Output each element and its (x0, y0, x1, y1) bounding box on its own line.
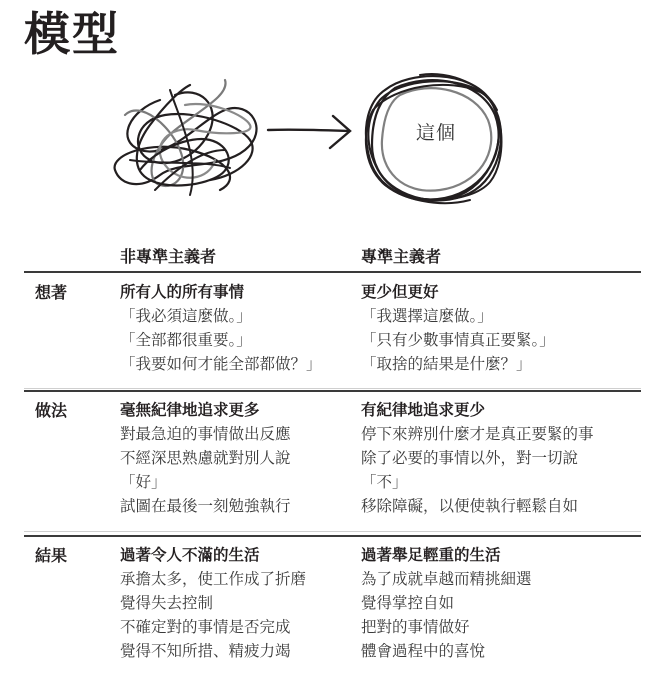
cell-line: 不確定對的事情是否完成 (120, 618, 291, 636)
right-arrow-icon (268, 116, 350, 148)
cell-line: 為了成就卓越而精挑細選 (361, 570, 532, 588)
cell-heading: 更少但更好 (361, 283, 439, 301)
cell-line: 「全部都很重要。」 (120, 331, 252, 349)
cell-line: 覺得掌控自如 (361, 594, 455, 612)
cell-line: 承擔太多，使工作成了折磨 (120, 570, 307, 588)
cell-line: 把對的事情做好 (361, 618, 470, 636)
cell-line: 對最急迫的事情做出反應 (120, 425, 291, 443)
divider (24, 535, 641, 537)
row-label: 做法 (35, 401, 68, 420)
row-label: 結果 (35, 546, 68, 565)
cell-line: 移除障礙，以便使執行輕鬆自如 (361, 497, 579, 515)
non-essentialist-cell (120, 543, 306, 663)
column-header-essentialist: 專準主義者 (361, 247, 442, 266)
cell-line: 「取捨的結果是什麼？」 (361, 355, 532, 373)
cell-heading: 過著舉足輕重的生活 (361, 546, 501, 564)
cell-line: 停下來辨別什麼才是真正要緊的事 (361, 425, 594, 443)
cell-line: 覺得失去控制 (120, 594, 214, 612)
divider (24, 531, 641, 532)
row-label: 想著 (35, 283, 68, 302)
non-essentialist-cell (120, 398, 291, 518)
cell-line: 試圖在最後一刻勉強執行 (120, 497, 291, 515)
cell-line: 「我必須這麼做。」 (120, 307, 252, 325)
cell-line: 「我選擇這麼做。」 (361, 307, 493, 325)
essentialist-cell (361, 280, 555, 376)
circle-label: 這個 (416, 122, 457, 144)
cell-line: 體會過程中的喜悅 (361, 642, 486, 660)
divider (24, 271, 641, 273)
page-title: 模型 (24, 7, 120, 61)
illustration (0, 70, 656, 220)
cell-heading: 毫無紀律地追求更多 (120, 401, 260, 419)
cell-heading: 過著令人不滿的生活 (120, 546, 260, 564)
divider (24, 390, 641, 392)
divider (24, 388, 641, 389)
non-essentialist-cell (120, 280, 322, 376)
cell-line: 「不」 (361, 473, 408, 491)
cell-line: 除了必要的事情以外，對一切說 (361, 449, 579, 467)
cell-heading: 所有人的所有事情 (120, 283, 245, 301)
essentialist-cell (361, 543, 532, 663)
cell-line: 覺得不知所措、精疲力竭 (120, 642, 291, 660)
cell-line: 「我要如何才能全部都做？」 (120, 355, 322, 373)
essentialist-cell (361, 398, 594, 518)
scribble-tangle-icon (115, 80, 257, 195)
cell-heading: 有紀律地追求更少 (361, 401, 486, 419)
column-header-non-essentialist: 非專準主義者 (120, 247, 217, 266)
cell-line: 「好」 (120, 473, 167, 491)
cell-line: 「只有少數事情真正要緊。」 (361, 331, 555, 349)
cell-line: 不經深思熟慮就對別人說 (120, 449, 291, 467)
